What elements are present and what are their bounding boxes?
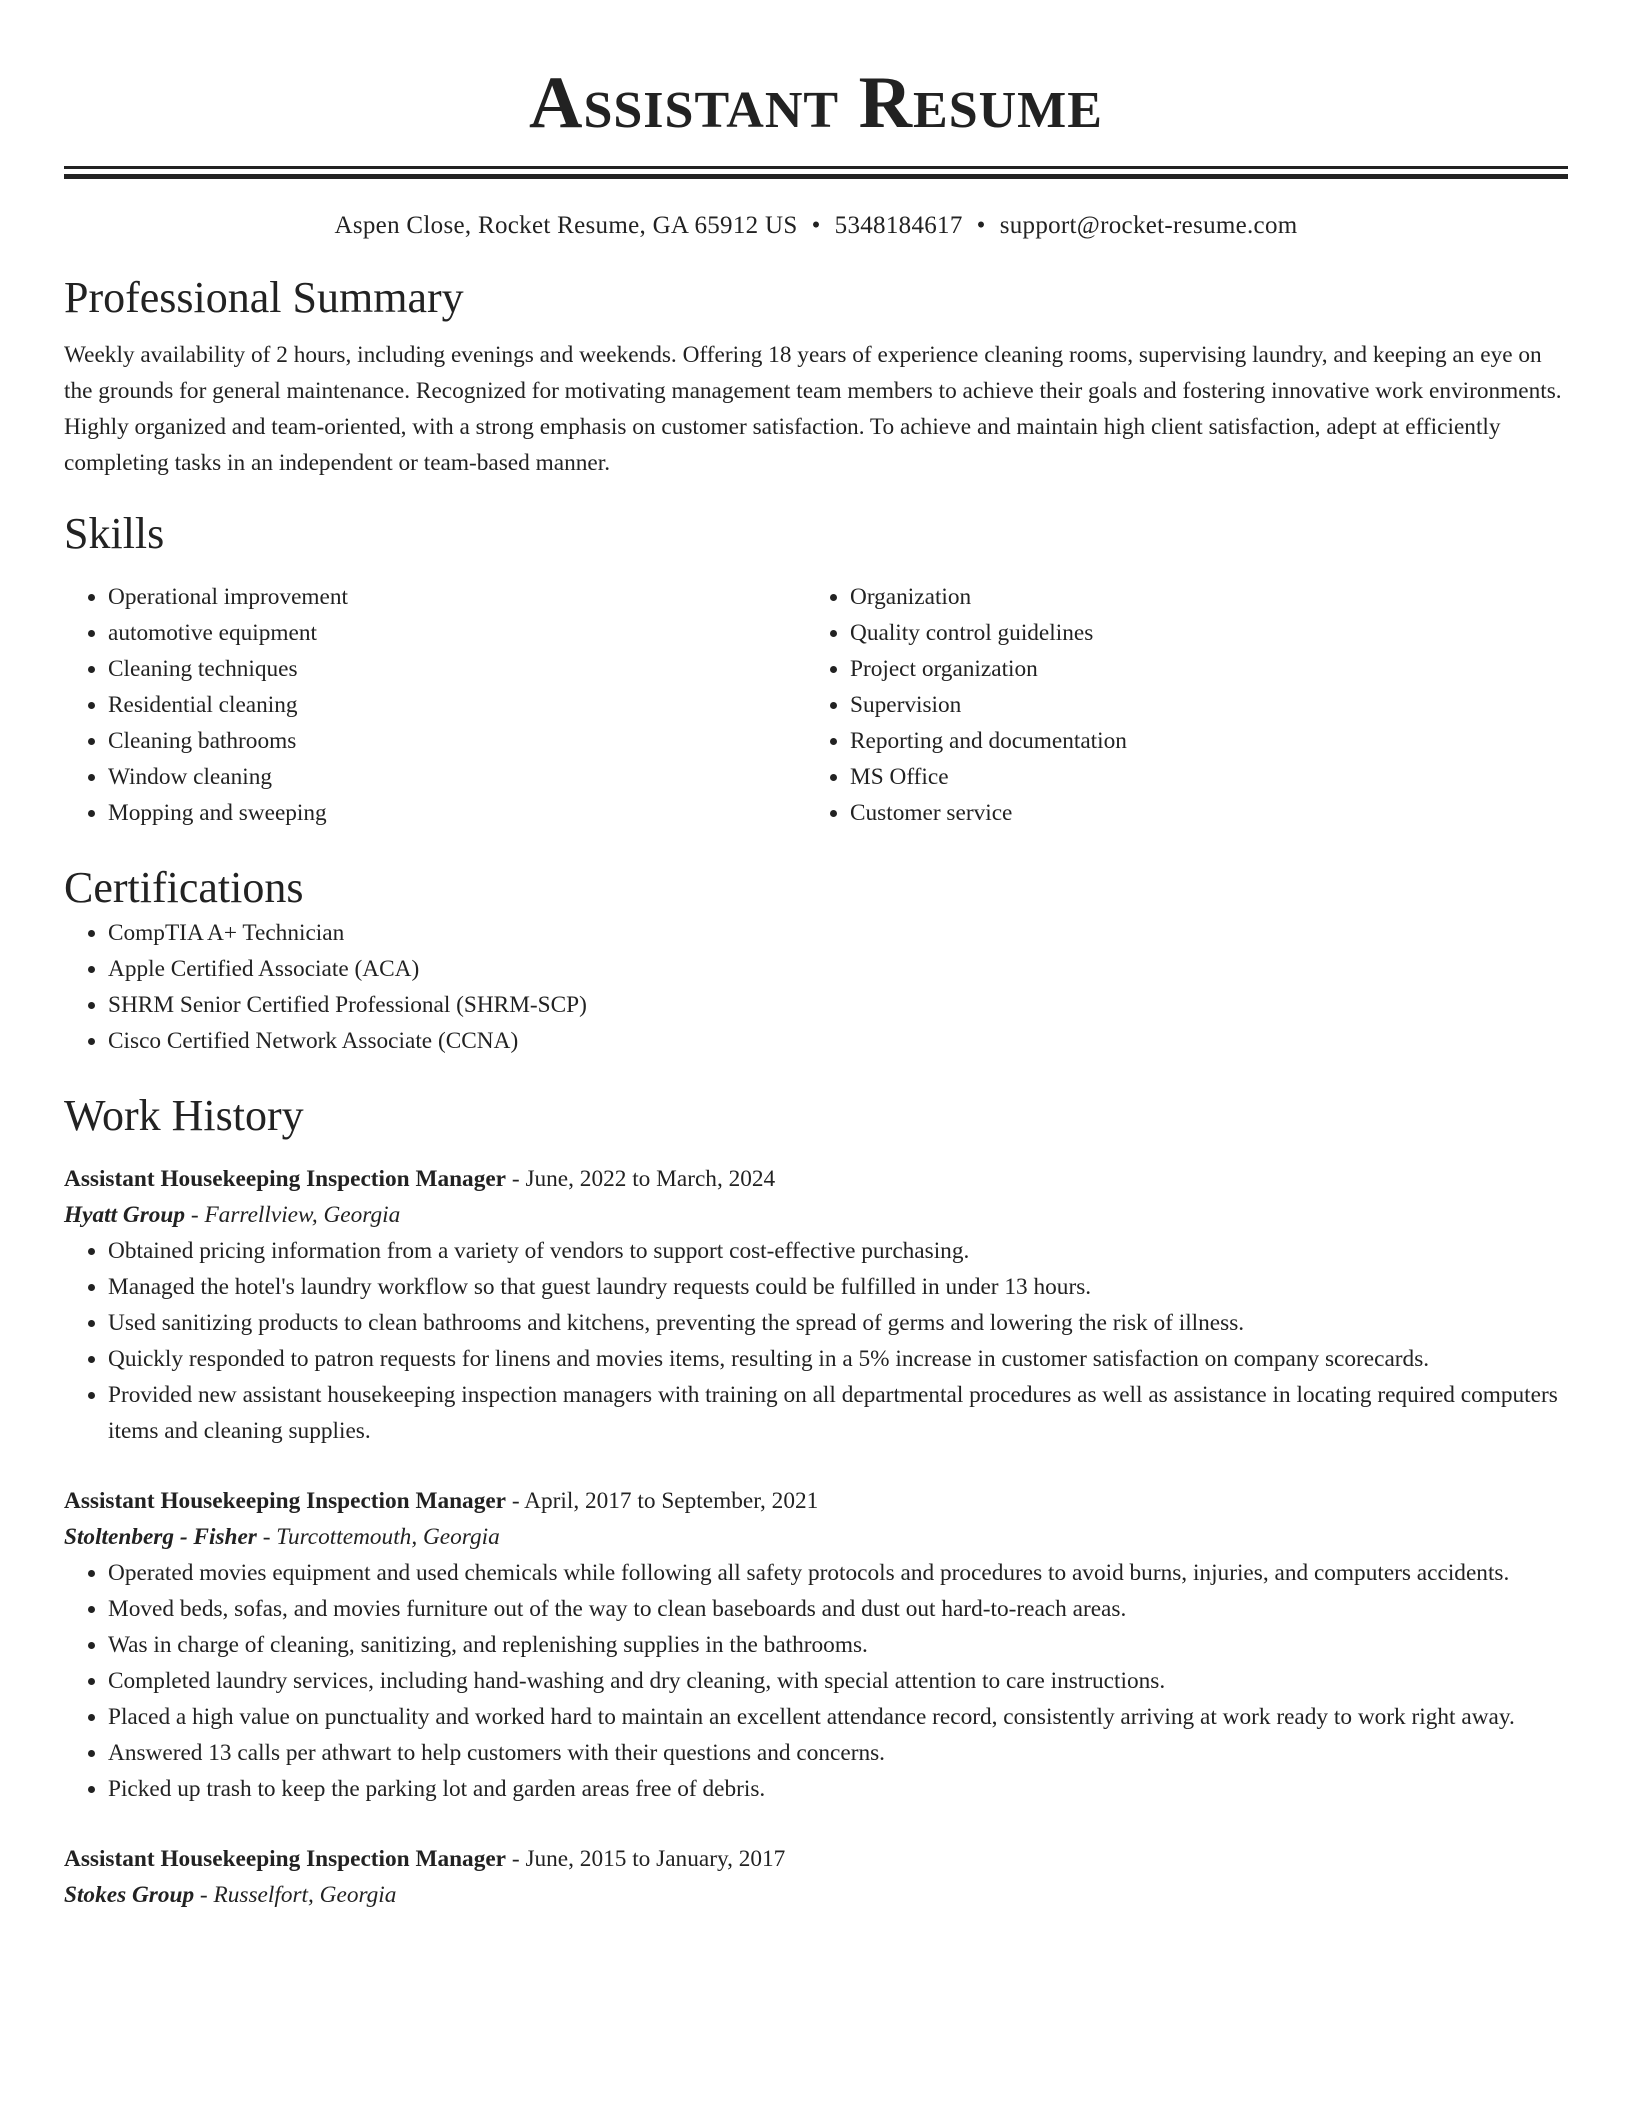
- skills-columns: [64, 579, 1568, 831]
- job-bullet: • Picked up trash to keep the parking lot and garden areas free of debris.: [108, 1771, 1568, 1807]
- skill-item: • Supervision: [850, 687, 1548, 723]
- job-bullet: • Quickly responded to patron requests for linens and movies items, resulting in a 5% increase in customer satisfaction on company scorecards.: [108, 1341, 1568, 1377]
- job-entry: [64, 1161, 1568, 1449]
- title-divider-thick: [64, 166, 1568, 169]
- resume-page: [64, 0, 1568, 1913]
- job-company-line: [64, 1519, 1568, 1555]
- job-company: Stokes Group: [64, 1882, 195, 1908]
- contact-separator: •: [976, 212, 986, 239]
- job-location: - Russelfort, Georgia: [194, 1882, 397, 1908]
- skill-item: • Cleaning techniques: [108, 651, 806, 687]
- skill-item: • Project organization: [850, 651, 1548, 687]
- job-company: Stoltenberg - Fisher: [64, 1524, 257, 1550]
- job-title-line: [64, 1161, 1568, 1197]
- skills-list-left: [64, 579, 806, 831]
- contact-phone: 5348184617: [834, 212, 963, 239]
- contact-separator: •: [811, 212, 821, 239]
- job-bullet: • Managed the hotel's laundry workflow so that guest laundry requests could be fulfilled in under 13 hours.: [108, 1269, 1568, 1305]
- contact-email: support@rocket-resume.com: [999, 212, 1298, 239]
- job-bullet: • Answered 13 calls per athwart to help customers with their questions and concerns.: [108, 1735, 1568, 1771]
- certification-item: • Apple Certified Associate (ACA): [108, 951, 1568, 987]
- certification-item: • SHRM Senior Certified Professional (SHRM-SCP): [108, 987, 1568, 1023]
- summary-heading: Professional Summary: [64, 273, 464, 322]
- job-bullet: • Used sanitizing products to clean bathrooms and kitchens, preventing the spread of germs and lowering the risk of illness.: [108, 1305, 1568, 1341]
- job-bullet: • Was in charge of cleaning, sanitizing, and replenishing supplies in the bathrooms.: [108, 1627, 1568, 1663]
- job-bullets: [64, 1233, 1568, 1449]
- job-bullet: • Obtained pricing information from a variety of vendors to support cost-effective purchasing.: [108, 1233, 1568, 1269]
- job-bullet: • Provided new assistant housekeeping inspection managers with training on all departmental procedures as well as assistance in locating required computers items and cleaning supplies.: [108, 1377, 1568, 1449]
- job-bullet: • Moved beds, sofas, and movies furniture out of the way to clean baseboards and dust out hard-to-reach areas.: [108, 1591, 1568, 1627]
- job-entry: [64, 1483, 1568, 1807]
- job-title: Assistant Housekeeping Inspection Manager: [64, 1166, 507, 1192]
- job-company: Hyatt Group: [64, 1202, 186, 1228]
- skill-item: • Reporting and documentation: [850, 723, 1548, 759]
- job-dates: - June, 2015 to January, 2017: [506, 1846, 786, 1872]
- skill-item: • Window cleaning: [108, 759, 806, 795]
- job-location: - Farrellview, Georgia: [185, 1202, 401, 1228]
- skill-item: • Quality control guidelines: [850, 615, 1548, 651]
- certifications-heading: Certifications: [64, 863, 304, 912]
- summary-text: Weekly availability of 2 hours, including evenings and weekends. Offering 18 years of experience cleaning rooms, supervising laundry, and keeping an eye on the grounds for general maintenance. Recognized for motivating management team members to achieve their goals and fostering innovative work environments. Highly organized and team-oriented, with a strong emphasis on customer satisfaction. To achieve and maintain high client satisfaction, adept at efficiently completing tasks in an independent or team-based manner.: [64, 342, 1562, 476]
- skill-item: • Organization: [850, 579, 1548, 615]
- contact-address: Aspen Close, Rocket Resume, GA 65912 US: [334, 212, 798, 239]
- resume-title: Assistant Resume: [529, 62, 1103, 144]
- job-title: Assistant Housekeeping Inspection Manager: [64, 1488, 507, 1514]
- skill-item: • Residential cleaning: [108, 687, 806, 723]
- skill-item: • Cleaning bathrooms: [108, 723, 806, 759]
- job-bullet: • Operated movies equipment and used chemicals while following all safety protocols and procedures to avoid burns, injuries, and computers accidents.: [108, 1555, 1568, 1591]
- skill-item: • Customer service: [850, 795, 1548, 831]
- certification-item: • Cisco Certified Network Associate (CCNA): [108, 1023, 1568, 1059]
- skill-item: • automotive equipment: [108, 615, 806, 651]
- contact-line: [64, 209, 1568, 243]
- skill-item: • MS Office: [850, 759, 1548, 795]
- job-company-line: [64, 1877, 1568, 1913]
- certification-item: • CompTIA A+ Technician: [108, 915, 1568, 951]
- work-history-heading: Work History: [64, 1091, 304, 1140]
- job-title-line: [64, 1483, 1568, 1519]
- job-dates: - April, 2017 to September, 2021: [506, 1488, 819, 1514]
- title-divider-thin: [64, 174, 1568, 179]
- skills-heading: Skills: [64, 509, 165, 558]
- certifications-list: [64, 915, 1568, 1059]
- job-title: Assistant Housekeeping Inspection Manager: [64, 1846, 507, 1872]
- job-bullets: [64, 1555, 1568, 1807]
- skill-item: • Operational improvement: [108, 579, 806, 615]
- skills-list-right: [806, 579, 1548, 831]
- job-dates: - June, 2022 to March, 2024: [506, 1166, 776, 1192]
- job-bullet: • Placed a high value on punctuality and worked hard to maintain an excellent attendance record, consistently arriving at work ready to work right away.: [108, 1699, 1568, 1735]
- job-title-line: [64, 1841, 1568, 1877]
- job-company-line: [64, 1197, 1568, 1233]
- skill-item: • Mopping and sweeping: [108, 795, 806, 831]
- job-bullet: • Completed laundry services, including hand-washing and dry cleaning, with special attention to care instructions.: [108, 1663, 1568, 1699]
- job-location: - Turcottemouth, Georgia: [256, 1524, 500, 1550]
- job-entry: [64, 1841, 1568, 1913]
